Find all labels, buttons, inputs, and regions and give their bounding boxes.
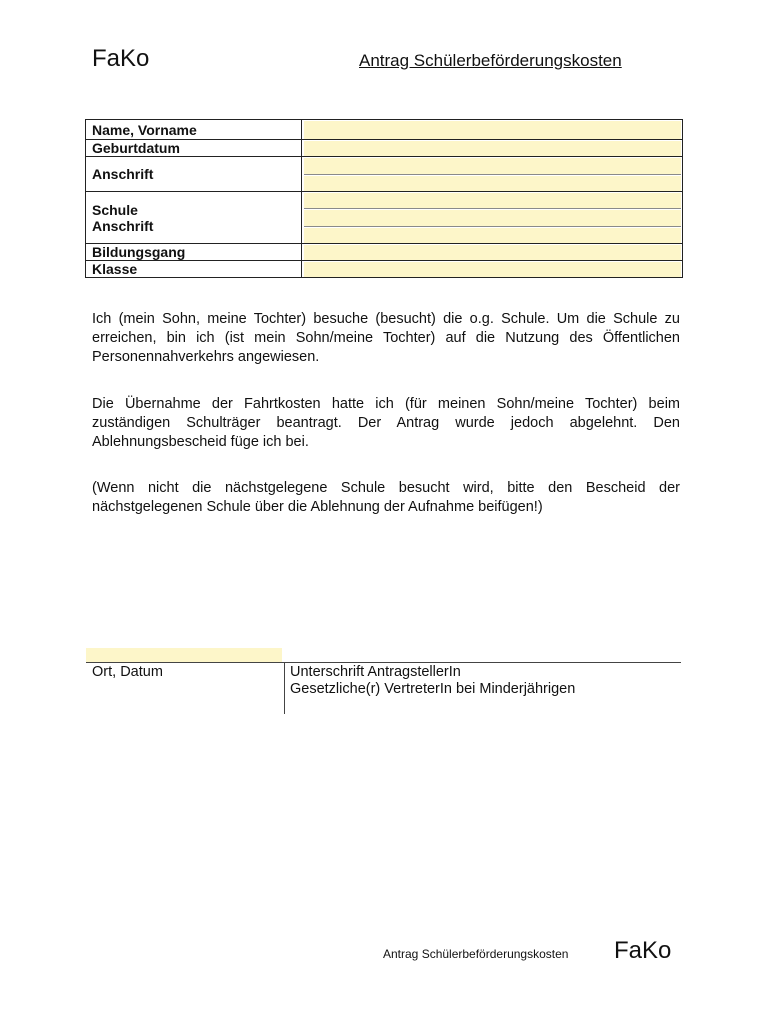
form-row-education	[86, 243, 682, 260]
label-birthdate: Geburtdatum	[86, 140, 302, 156]
school-field[interactable]	[304, 193, 681, 209]
signature-label: Unterschrift AntragstellerIn	[290, 664, 461, 680]
footer-title: Antrag Schülerbeförderungskosten	[383, 947, 569, 961]
header-logo: FaKo	[92, 45, 150, 72]
paragraph-transport-need: Ich (mein Sohn, meine Tochter) besuche (besucht) die o.g. Schule. Um die Schule zu erreichen, bin ich (ist mein Sohn/meine Tochter) auf die Nutzung des Öffentlichen Personennahverkehrs angewiesen.	[92, 311, 680, 365]
label-class: Klasse	[86, 261, 302, 277]
birthdate-field[interactable]	[304, 141, 681, 156]
school-address-field-line1[interactable]	[304, 210, 681, 226]
education-track-field[interactable]	[304, 245, 681, 260]
form-row-address	[86, 156, 682, 191]
guardian-label: Gesetzliche(r) VertreterIn bei Minderjährigen	[290, 681, 576, 697]
form-row-name	[86, 120, 682, 139]
place-date-label: Ort, Datum	[92, 664, 163, 680]
name-field[interactable]	[304, 121, 681, 139]
form-row-school	[86, 191, 682, 243]
paragraph-rejection: Die Übernahme der Fahrtkosten hatte ich (für meinen Sohn/meine Tochter) beim zuständigen Schulträger beantragt. Der Antrag wurde jedoch abgelehnt. Den Ablehnungsbescheid füge ich bei.	[92, 396, 680, 450]
form-row-birthdate	[86, 139, 682, 156]
school-address-field-line2[interactable]	[304, 228, 681, 243]
footer-logo: FaKo	[614, 937, 672, 964]
signature-line	[86, 662, 681, 663]
label-address: Anschrift	[86, 157, 302, 191]
address-field-line1[interactable]	[304, 158, 681, 175]
label-name: Name, Vorname	[86, 120, 302, 139]
signature-divider	[284, 662, 285, 714]
document-title: Antrag Schülerbeförderungskosten	[359, 51, 622, 70]
label-school-address	[86, 192, 302, 243]
place-date-field[interactable]	[86, 648, 282, 662]
applicant-form-table	[85, 119, 683, 278]
paragraph-nearest-school-note: (Wenn nicht die nächstgelegene Schule besucht wird, bitte den Bescheid der nächstgelegenen Schule über die Ablehnung der Aufnahme beifügen!)	[92, 480, 680, 515]
class-field[interactable]	[304, 262, 681, 277]
label-education-track: Bildungsgang	[86, 244, 302, 260]
address-field-line2[interactable]	[304, 176, 681, 192]
label-school: Schule	[92, 201, 138, 218]
form-row-class	[86, 260, 682, 277]
label-school-address-line: Anschrift	[92, 217, 154, 234]
